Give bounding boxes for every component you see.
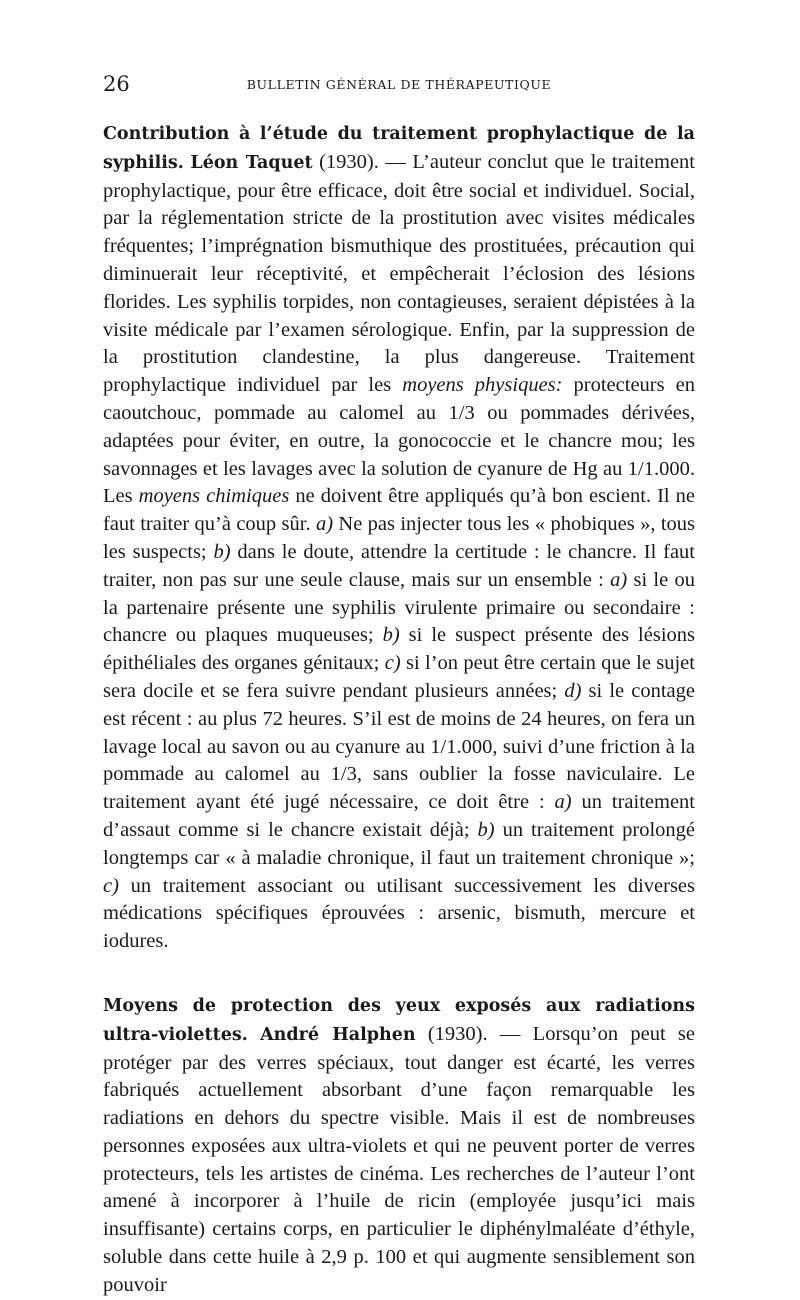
article-author: Léon Taquet [190, 152, 313, 173]
text-segment: si le suspect présente des lésions épithéliales des organes génitaux; [103, 624, 696, 675]
list-marker: a) [610, 568, 628, 591]
article-year: (1930). [319, 150, 379, 173]
text-segment: ne doivent être appliqués qu’à bon escient. Il ne faut traiter qu’à coup sûr. [103, 485, 695, 536]
text-segment: un traitement associant ou utilisant successivement les diverses médications spécifiques éprouvées : arsenic, bismuth, mercure et iodures. [103, 874, 695, 953]
article-title: Moyens de protection des yeux exposés aux radiations ultra-violettes. [103, 995, 695, 1045]
text-segment: si le contage est récent : au plus 72 heures. S’il est de moins de 24 heures, on fera un lavage local au savon ou au cyanure au 1/1.000, suivi d’une friction à la pommade au calomel au 1/3, sans oublier la fosse naviculaire. Le traitement ayant été jugé nécessaire, ce doit être : [103, 679, 695, 814]
text-segment: si l’on peut être certain que le sujet sera docile et se fera suivre pendant plusieurs années; [103, 652, 695, 702]
text-segment: — Lorsqu’on peut se protéger par des verres spéciaux, tout danger est écarté, les verres fabriqués actuellement absorbant d’une façon remarquable les radiations en dehors du spectre visible. Mais il est de nombreuses personnes exposées aux ultra-violets et qui ne peuvent porter de verres protecteurs, tels les artistes de cinéma. Les recherches de l’auteur l’ont amené à incorporer à l’huile de ricin (employée jusqu’ici mais insuffisante) certains corps, en particulier le diphénylmaléate d’éthyle, soluble dans cette huile à 2,9 p. 100 et qui augmente sensiblement son pouvoir [103, 1022, 696, 1296]
text-segment: — L’auteur conclut que le traitement prophylactique, pour être efficace, doit être social et individuel. Social, par la réglementation stricte de la prostitution avec visites médicales fréquentes; l’imprégnation bismuthique des prostituées, précaution qui diminuerait leur réceptivité, et empêcherait l’éclosion des lésions florides. Les syphilis torpides, non contagieuses, seraient dépistées à la visite médicale par l’examen sérologique. Enfin, par la suppression de la prostitution clandestine, la plus dangereuse. Traitement prophylactique individuel par les [103, 150, 695, 397]
article-title: Contribution à l’étude du traitement prophylactique de la syphilis. [103, 124, 695, 173]
italic-segment: moyens physiques: [402, 374, 563, 397]
text-segment: si le ou la partenaire présente une syphilis virulente primaire ou secondaire : chancre ou plaques muqueuses; [103, 568, 695, 647]
list-marker: d) [564, 679, 582, 702]
page-number: 26 [103, 72, 130, 96]
article-paragraph [103, 992, 695, 1300]
text-segment: protecteurs en caoutchouc, pommade au calomel au 1/3 ou pommades dérivées, adaptées pour éviter, en outre, la gonococcie et le chancre mou; les savonnages et les lavages avec la solution de cyanure de Hg au 1/1.000. Les [103, 374, 696, 508]
italic-segment: moyens chimiques [138, 485, 290, 508]
article-uv-protection [103, 992, 695, 1300]
list-marker: b) [213, 540, 231, 563]
article-paragraph [103, 120, 695, 956]
article-syphilis [103, 120, 695, 956]
list-marker: a) [554, 791, 572, 814]
list-marker: c) [103, 874, 119, 897]
running-head [103, 72, 695, 96]
journal-title: BULLETIN GÉNÉRAL DE THÉRAPEUTIQUE [246, 77, 552, 92]
list-marker: b) [477, 818, 495, 841]
text-segment: un traitement prolongé longtemps car « à maladie chronique, il faut un traitement chronique »; [103, 818, 695, 869]
text-segment: un traitement d’assaut comme si le chancre existait déjà; [103, 791, 695, 841]
text-segment: Ne pas injecter tous les « phobiques », tous les suspects; [103, 513, 695, 563]
list-marker: c) [384, 652, 401, 675]
text-segment: dans le doute, attendre la certitude : le chancre. Il faut traiter, non pas sur une seule clause, mais sur un ensemble : [103, 540, 695, 591]
article-year: (1930). [427, 1022, 488, 1045]
page [103, 72, 695, 1300]
list-marker: b) [382, 624, 400, 647]
article-author: André Halphen [260, 1024, 416, 1045]
list-marker: a) [315, 513, 334, 536]
